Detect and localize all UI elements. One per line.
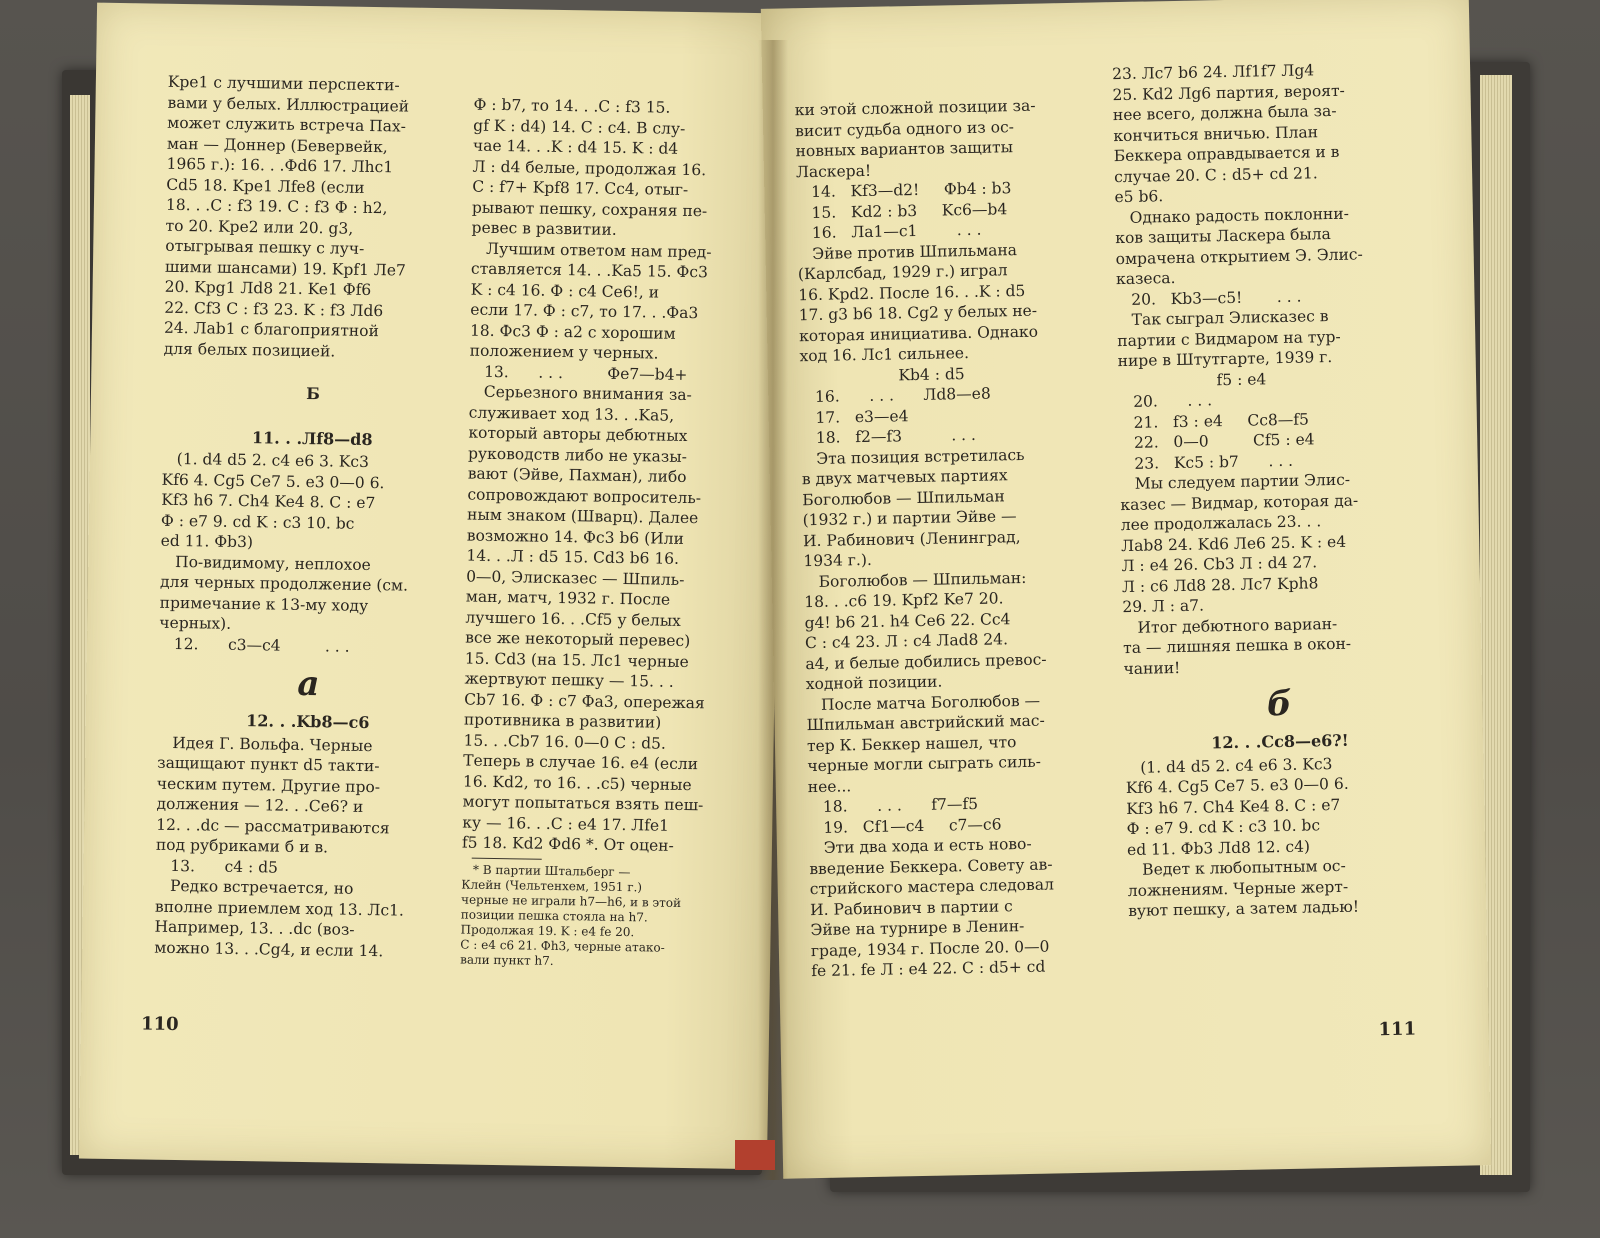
text-line: 22. Cf3 C : f3 23. K : f3 Лd6	[164, 298, 384, 320]
text-line	[163, 359, 463, 384]
text-line: все же некоторый перевес)	[465, 628, 691, 651]
text-line: омрачена открытием Э. Элис-	[1115, 244, 1363, 268]
text-line: Ф : b7, то 14. . .C : f3 15.	[473, 95, 671, 117]
text-line: 17. g3 b6 18. Cg2 у белых не-	[798, 301, 1038, 325]
text-line: ход 16. Лс1 сильнее.	[799, 343, 970, 366]
left-page	[79, 3, 785, 1170]
text-line: новных вариантов защиты	[795, 138, 1014, 161]
text-line: Л : e4 26. Cb3 Л : d4 27.	[1121, 553, 1318, 576]
text-line: Kf3 h6 7. Ch4 Ke4 8. C : e7	[161, 490, 376, 513]
text-line: Kb4 : d5	[799, 364, 965, 386]
text-line: 20. Kb3—c5! . . .	[1116, 287, 1302, 309]
text-line: C : c4 23. Л : c4 Лad8 24.	[804, 630, 1009, 653]
text-line: для белых позицией.	[163, 339, 336, 360]
text-line: (1932 г.) и партии Эйве —	[802, 507, 1017, 530]
text-line: Беккера оправдывается и в	[1113, 142, 1340, 166]
text-line: 18. . .c6 19. Kpf2 Ke7 20.	[804, 589, 1004, 612]
text-line: Эйве на турнире в Ленин-	[810, 917, 1025, 940]
text-line: примечание к 13-му ходу	[159, 593, 369, 615]
text-line: 25. Kd2 Лg6 партия, вероят-	[1112, 81, 1345, 104]
text-line: 16. Kpd2. После 16. . .K : d5	[798, 281, 1026, 304]
text-line: 29. Л : a7.	[1122, 596, 1205, 617]
text-line: шими шансами) 19. Kpf1 Ле7	[164, 257, 407, 280]
text-line: введение Беккера. Совету ав-	[809, 854, 1053, 878]
text-line: 18. . . . f7—f5	[807, 794, 979, 817]
text-line	[163, 404, 463, 429]
text-line: Теперь в случае 16. e4 (если	[463, 751, 699, 774]
footnote-line: C : e4 c6 21. Фh3, черные атако-	[460, 936, 665, 955]
page-number-left: 110	[140, 1013, 179, 1036]
text-line: e5 b6.	[1114, 187, 1164, 207]
text-line: нее всего, должна была за-	[1112, 101, 1337, 125]
text-line: руководств либо не указы-	[467, 444, 688, 466]
text-line: может служить встреча Пах-	[167, 113, 407, 136]
move-heading: 12. . .Kb8—c6	[246, 711, 370, 733]
text-line: ed 11. Фb3 Лd8 12. c4)	[1126, 837, 1311, 859]
text-line: 20. Kpg1 Лd8 21. Ke1 Фf6	[164, 277, 372, 300]
text-line: fe 21. fe Л : e4 22. C : d5+ cd	[811, 957, 1046, 981]
text-line: 13. c4 : d5	[155, 856, 279, 877]
text-line: ным знаком (Шварц). Далее	[466, 505, 699, 528]
text-line: Например, 13. . .dc (воз-	[154, 917, 355, 939]
text-line: вами у белых. Иллюстрацией	[167, 93, 410, 116]
text-line: казес — Видмар, которая да-	[1120, 491, 1359, 514]
text-line: Эта позиция встретилась	[801, 445, 1025, 468]
text-line: Cd5 18. Kpe1 Лfe8 (если	[166, 175, 365, 197]
text-line: Боголюбов — Шпильман	[802, 486, 1005, 509]
text-line: Однако радость поклонни-	[1114, 204, 1350, 227]
text-line: (Карлсбад, 1929 г.) играл	[797, 261, 1008, 284]
text-line: 12. c3—c4 . . .	[158, 634, 350, 656]
text-line: Kf6 4. Cg5 Ce7 5. e3 0—0 6.	[1125, 774, 1349, 798]
text-line: Ф : e7 9. cd K : c3 10. bc	[160, 511, 355, 533]
footnote-line: позиции пешка стояла на h7.	[460, 906, 648, 924]
bookmark-ribbon	[735, 1140, 775, 1170]
text-line: если 17. Ф : c7, то 17. . .Фa3	[470, 300, 699, 323]
text-line: И. Рабинович (Ленинград,	[802, 527, 1021, 550]
text-line: то 20. Kpe2 или 20. g3,	[165, 216, 354, 238]
text-line: та — лишняя пешка в окон-	[1122, 634, 1352, 658]
text-line: Итог дебютного вариан-	[1122, 614, 1338, 637]
text-line: Мы следуем партии Элис-	[1119, 470, 1351, 494]
text-line: ставляется 14. . .Ka5 15. Фс3	[470, 259, 709, 282]
text-line: в двух матчевых партиях	[801, 466, 1008, 489]
text-line: висит судьба одного из ос-	[795, 117, 1015, 140]
left-page-column-2	[460, 95, 774, 972]
text-line: ман — Доннер (Бевервейк,	[166, 134, 388, 156]
text-line: который авторы дебютных	[468, 423, 688, 445]
text-line: 18. Фс3 Ф : a2 с хорошим	[469, 321, 676, 343]
text-line: нее...	[807, 776, 852, 796]
text-line: 16. . . . Лd8—e8	[800, 384, 991, 407]
text-line: ческим путем. Другие про-	[156, 774, 381, 796]
text-line: Эти два хода и есть ново-	[808, 834, 1032, 858]
text-line: 23. Kc5 : b7 . . .	[1119, 451, 1294, 473]
text-line: 1965 г.): 16. . .Фd6 17. Лhc1	[166, 154, 394, 177]
footnote-line: черные не играли h7—h6, и в этой	[460, 891, 682, 910]
footnote-line: * В партии Штальберг —	[461, 862, 631, 879]
text-line: Идея Г. Вольфа. Черные	[157, 733, 373, 755]
text-line: вполне приемлем ход 13. Лс1.	[154, 897, 405, 920]
page-number-right: 111	[1378, 1018, 1417, 1041]
text-line: черные могли сыграть силь-	[807, 752, 1042, 776]
footnote-line: Продолжая 19. K : e4 fe 20.	[460, 921, 635, 939]
text-line: 14. . .Л : d5 15. Cd3 b6 16.	[466, 546, 680, 568]
text-line: K : c4 16. Ф : c4 Ce6!, и	[470, 280, 660, 302]
text-line: По-видимому, неплохое	[160, 552, 371, 574]
text-line: Ласкера!	[795, 161, 872, 181]
text-line: Л : c6 Лd8 28. Лс7 Kph8	[1121, 573, 1319, 596]
text-line: под рубриками б и в.	[155, 835, 329, 857]
text-line: Ведет к любопытным ос-	[1127, 856, 1346, 880]
right-page	[761, 0, 1491, 1179]
text-line: 14. Kf3—d2! Фb4 : b3	[796, 179, 1012, 202]
text-line: стрийского мастера следовал	[809, 875, 1054, 899]
text-line: вуют пешку, а затем ладью!	[1128, 897, 1360, 921]
text-line: Шпильман австрийский мас-	[806, 711, 1045, 735]
text-line: партии с Видмаром на тур-	[1117, 327, 1341, 350]
text-line: для черных продолжение (см.	[159, 572, 409, 595]
text-line: противника в развитии)	[463, 710, 662, 732]
text-line: чании!	[1123, 658, 1181, 678]
text-line: a4, и белые добились превос-	[805, 650, 1047, 673]
text-line: лучшего 16. . .Cf5 у белых	[465, 608, 682, 630]
text-line: Эйве против Шпильмана	[797, 240, 1018, 263]
text-line: И. Рабинович в партии с	[809, 896, 1013, 919]
section-letter: a	[297, 663, 320, 705]
book-gutter	[758, 40, 788, 1180]
text-line: Kf3 h6 7. Ch4 Ke4 8. C : e7	[1126, 795, 1341, 818]
text-line: g4! b6 21. h4 Ce6 22. Cc4	[804, 609, 1011, 632]
text-line: жертвуют пешку — 15. . .	[464, 669, 674, 691]
text-line: После матча Боголюбов —	[806, 691, 1041, 714]
text-line: 19. Cf1—c4 c7—c6	[808, 814, 1002, 837]
text-line: вают (Эйве, Пахман), либо	[467, 464, 687, 486]
text-line: случае 20. C : d5+ cd 21.	[1113, 163, 1318, 186]
text-line: 23. Лс7 b6 24. Лf1f7 Лg4	[1111, 61, 1315, 84]
text-line: (1. d4 d5 2. c4 e6 3. Kc3	[161, 449, 370, 471]
text-line: ки этой сложной позиции за-	[794, 96, 1036, 120]
footnote-line: Клейн (Чельтенхем, 1951 г.)	[461, 876, 643, 894]
text-line: Лучшим ответом нам пред-	[471, 239, 712, 261]
text-line: 22. 0—0 Cf5 : e4	[1119, 430, 1315, 453]
right-page-column-2	[1112, 58, 1438, 921]
text-line: служивает ход 13. . .Ka5,	[468, 403, 675, 425]
text-line: f5 18. Kd2 Фd6 *. От оцен-	[461, 833, 674, 855]
text-line: можно 13. . .Cg4, и если 14.	[154, 938, 384, 960]
text-line: Боголюбов — Шпильман:	[803, 568, 1027, 591]
text-line: Серьезного внимания за-	[468, 382, 693, 405]
text-line: лее продолжалась 23. . .	[1120, 512, 1322, 535]
text-line: Kpe1 с лучшими перспекти-	[167, 72, 400, 95]
text-line: 21. f3 : e4 Cc8—f5	[1118, 409, 1310, 432]
text-line: тер К. Беккер нашел, что	[806, 732, 1017, 755]
text-line: ложнениям. Черные жерт-	[1127, 877, 1349, 900]
text-line: 0—0, Элисказес — Шпиль-	[466, 567, 685, 589]
text-line: Kf6 4. Cg5 Ce7 5. e3 0—0 6.	[161, 470, 385, 492]
text-line: возможно 14. Фс3 b6 (Или	[466, 526, 685, 548]
text-line: 16. Лa1—c1 . . .	[796, 220, 982, 243]
text-line: отыгрывая пешку с луч-	[165, 236, 365, 258]
text-line: черных).	[159, 613, 232, 633]
text-line: 24. Лab1 с благоприятной	[163, 318, 380, 341]
text-line: Редко встречается, но	[155, 876, 354, 898]
text-line: ку — 16. . .C : e4 17. Лfe1	[462, 813, 670, 835]
footnote-line: вали пункт h7.	[460, 951, 554, 968]
text-line: Cb7 16. Ф : c7 Фa3, опережая	[464, 690, 705, 712]
text-line: ков защиты Ласкера была	[1115, 225, 1331, 248]
text-line: рывают пешку, сохраняя пе-	[471, 198, 708, 220]
text-line: Так сыграл Элисказес в	[1116, 307, 1329, 330]
text-line: должения — 12. . .Ce6? и	[156, 794, 364, 816]
right-page-column-1	[795, 95, 1112, 982]
text-line: ходной позиции.	[805, 672, 943, 694]
text-line: могут попытаться взять пеш-	[462, 792, 704, 815]
text-line: Лab8 24. Kd6 Ле6 25. K : e4	[1121, 532, 1347, 555]
text-line: 18. f2—f3 . . .	[800, 425, 977, 448]
text-line: которая инициатива. Однако	[798, 322, 1039, 345]
text-line: f5 : e4	[1117, 369, 1267, 391]
text-line: кончиться вничью. План	[1113, 122, 1319, 145]
text-line: граде, 1934 г. После 20. 0—0	[810, 937, 1050, 960]
text-line: сопровождают вопроситель-	[467, 485, 702, 507]
left-page-column-1	[154, 72, 468, 963]
text-line: (1. d4 d5 2. c4 e6 3. Kc3	[1125, 754, 1333, 777]
move-heading: Б	[306, 383, 320, 403]
move-heading: 12. . .Cc8—e6?!	[1211, 730, 1349, 753]
text-line: Ф : e7 9. cd K : c3 10. bc	[1126, 816, 1321, 839]
text-line: ман, матч, 1932 г. После	[465, 587, 671, 609]
text-line: ed 11. Фb3)	[160, 531, 254, 552]
text-line: C : f7+ Kpf8 17. Cc4, отыг-	[472, 177, 689, 199]
text-line: 1934 г.).	[803, 550, 873, 571]
text-line: казеса.	[1115, 268, 1176, 289]
text-line: чае 14. . .K : d4 15. K : d4	[472, 136, 679, 158]
text-line: 15. Kd2 : b3 Kc6—b4	[796, 199, 1008, 222]
text-line: gf K : d4) 14. C : c4. В слу-	[473, 116, 686, 138]
text-line: 15. . .Cb7 16. 0—0 C : d5.	[463, 731, 667, 753]
text-line: 13. . . . Фe7—b4+	[469, 362, 688, 384]
section-letter: б	[1266, 683, 1292, 725]
text-line: ревес в развитии.	[471, 218, 617, 239]
move-heading: 11. . .Лf8—d8	[251, 427, 373, 449]
text-line: защищают пункт d5 такти-	[157, 753, 380, 776]
text-line: Л : d4 белые, продолжая 16.	[472, 157, 707, 179]
text-line: 16. Kd2, то 16. . .c5) черные	[462, 772, 692, 794]
footnote-rule	[472, 857, 542, 859]
text-line: положением у черных.	[469, 341, 659, 363]
text-line: 15. Cd3 (на 15. Лс1 черные	[464, 649, 689, 671]
text-line: 12. . .dc — рассматриваются	[156, 815, 390, 837]
text-line: 20. . . .	[1118, 391, 1213, 412]
text-line: 17. e3—e4	[800, 406, 909, 427]
text-line: 18. . .С : f3 19. С : f3 Ф : h2,	[165, 195, 388, 218]
text-line: нире в Штутгарте, 1939 г.	[1117, 348, 1333, 371]
